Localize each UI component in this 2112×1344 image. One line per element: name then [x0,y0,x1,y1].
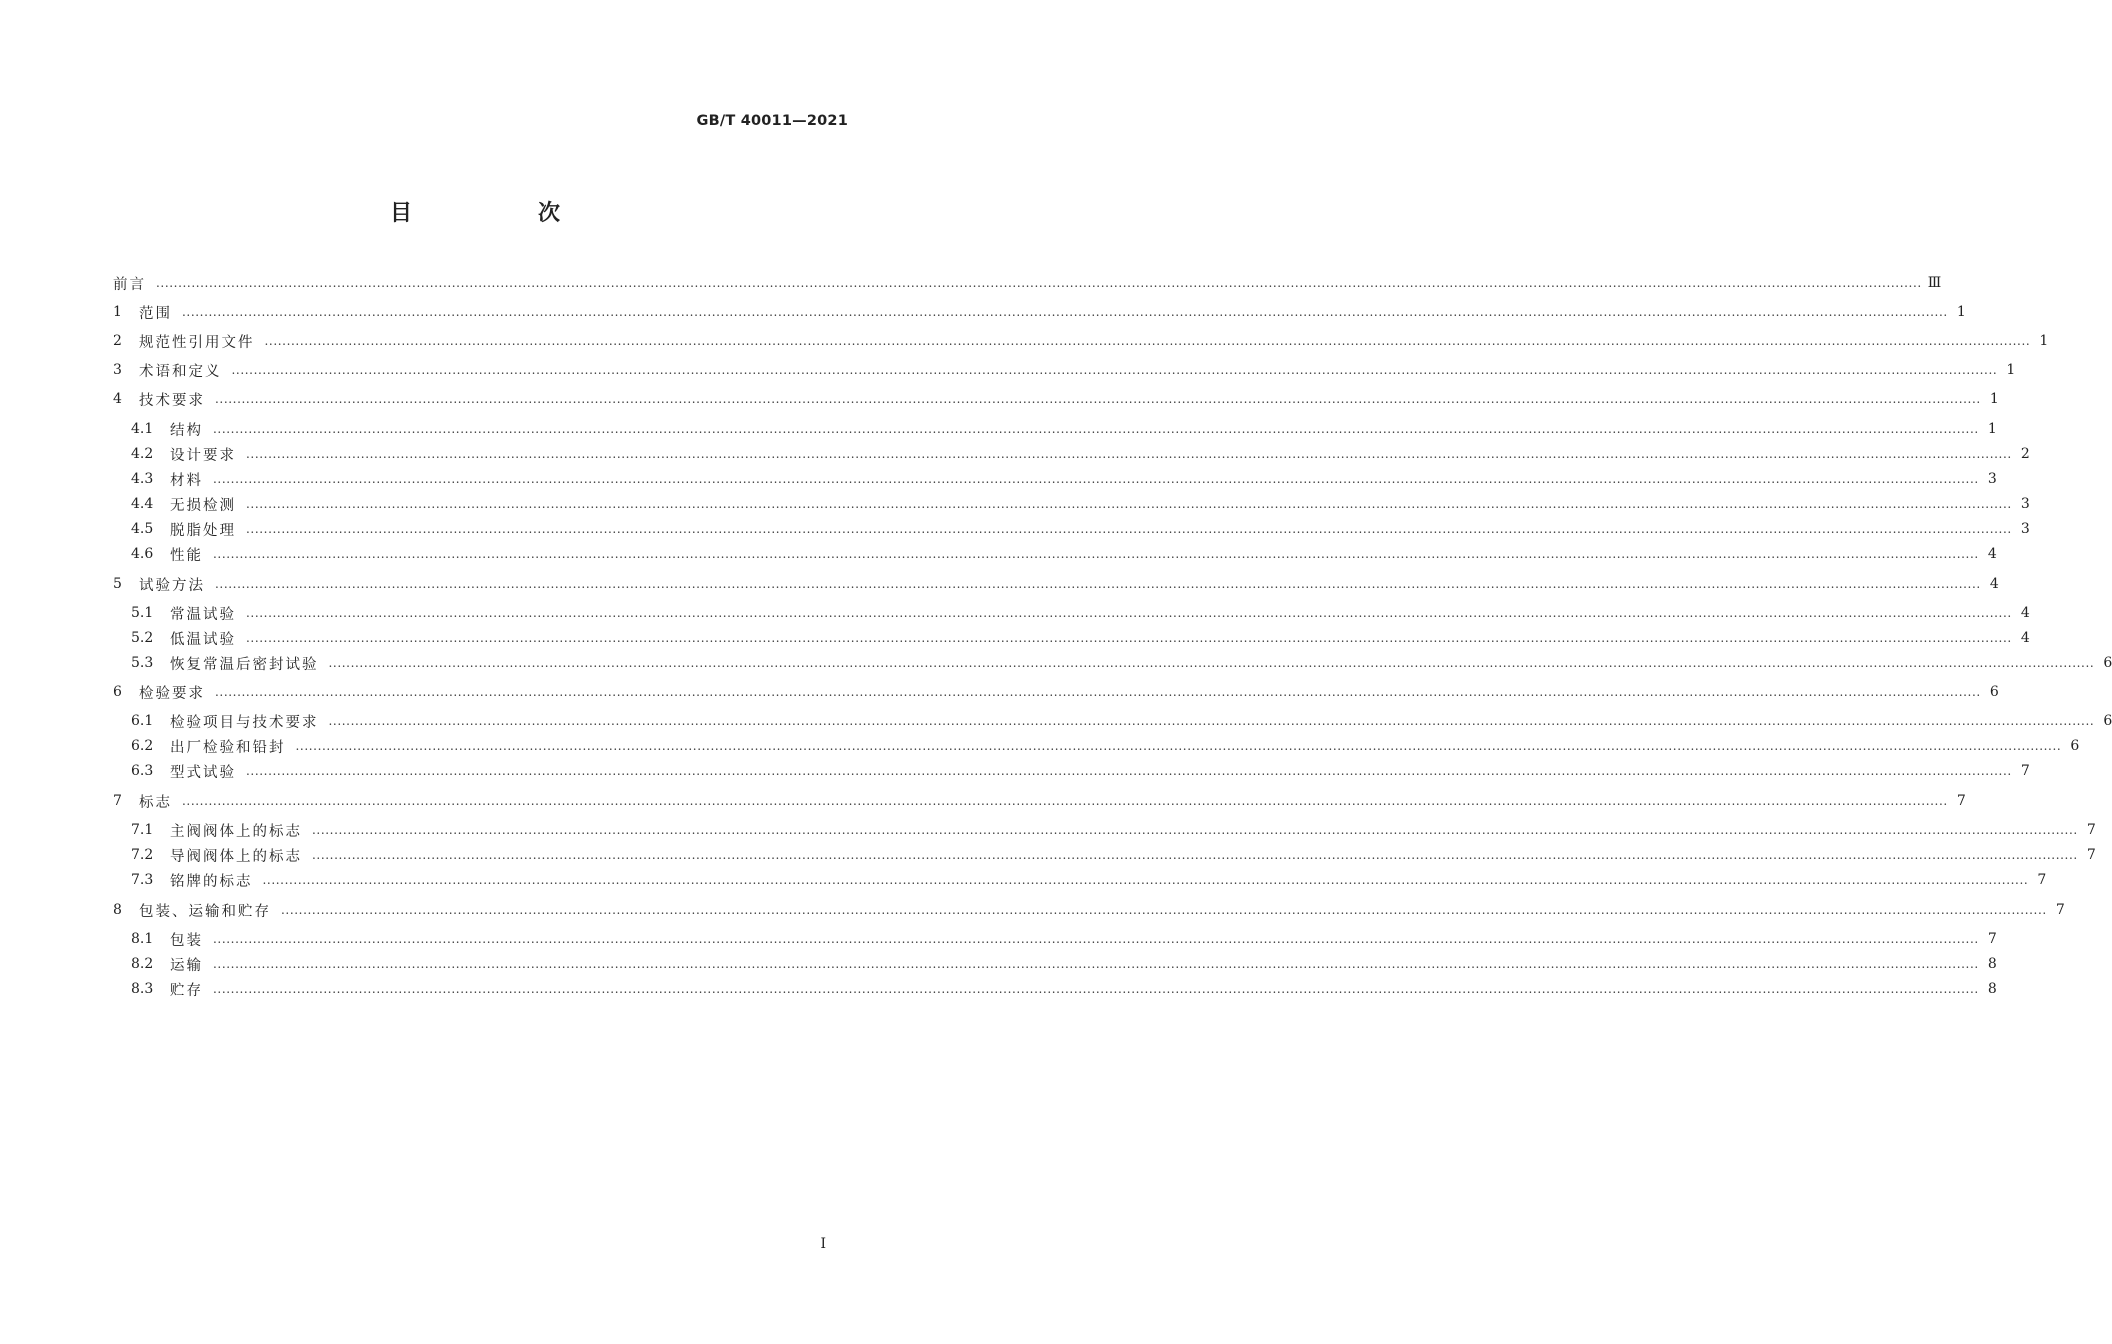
toc-entry-number: 5.2 [131,630,154,646]
toc-entry-number: 6.3 [131,763,154,779]
toc-entry-label: 铭牌的标志 [170,873,253,890]
toc-entry-number: 1 [113,304,122,320]
toc-leader-dots: ................................................................................................................................................................................................................................................................................................................................................................................................................ [213,547,1979,561]
toc-entry-number: 8 [113,902,122,918]
toc-leader-dots: ................................................................................................................................................................................................................................................................................................................................................................................................................ [213,932,1979,946]
toc-leader-dots: ................................................................................................................................................................................................................................................................................................................................................................................................................ [328,656,2095,670]
toc-entry-page: 6 [2103,713,2112,729]
toc-entry-page: 7 [1987,931,1997,947]
toc-leader-dots: ................................................................................................................................................................................................................................................................................................................................................................................................................ [231,363,1998,377]
toc-entry[interactable] [113,492,2030,516]
toc-entry-label: 性能 [170,547,203,564]
toc-entry[interactable] [113,572,1999,596]
toc-entry-page: 1 [2006,362,2016,378]
toc-entry[interactable] [113,467,1997,491]
toc-entry-number: 4.3 [131,471,154,487]
toc-entry-page: Ⅲ [1927,275,1942,291]
toc-entry-number: 7.2 [131,847,154,863]
toc-leader-dots: ................................................................................................................................................................................................................................................................................................................................................................................................................ [215,685,1981,699]
toc-entry-label: 主阀阀体上的标志 [170,823,302,840]
toc-entry-label: 型式试验 [170,764,236,781]
toc-entry-page: 1 [2039,333,2049,349]
toc-entry-page: 7 [2055,902,2065,918]
toc-entry-label: 结构 [170,422,203,439]
toc-leader-dots: ................................................................................................................................................................................................................................................................................................................................................................................................................ [213,422,1979,436]
toc-entry[interactable] [113,843,2096,867]
toc-entry[interactable] [113,387,1999,411]
toc-entry-page: 6 [2070,738,2080,754]
toc-entry-number: 2 [113,333,122,349]
toc-entry-label: 脱脂处理 [170,522,236,539]
toc-entry[interactable] [113,734,2080,758]
toc-entry[interactable] [113,818,2096,842]
toc-leader-dots: ................................................................................................................................................................................................................................................................................................................................................................................................................ [295,739,2062,753]
toc-entry-page: 4 [2020,630,2030,646]
page-title: 目 次 [389,201,612,226]
toc-entry-page: 8 [1987,956,1997,972]
toc-entry-number: 4.5 [131,521,154,537]
toc-entry-label: 常温试验 [170,606,236,623]
toc-entry-label: 检验要求 [139,685,205,702]
toc-leader-dots: ................................................................................................................................................................................................................................................................................................................................................................................................................ [246,497,2012,511]
toc-entry-number: 6 [113,684,122,700]
toc-entry-label: 导阀阀体上的标志 [170,848,302,865]
toc-entry[interactable] [113,358,2016,382]
toc-entry-label: 低温试验 [170,631,236,648]
toc-entry-number: 6.2 [131,738,154,754]
toc-entry-page: 7 [2086,822,2096,838]
toc-entry-page: 1 [1987,421,1997,437]
toc-leader-dots: ................................................................................................................................................................................................................................................................................................................................................................................................................ [215,392,1981,406]
toc-entry-label: 试验方法 [139,577,205,594]
toc-entry-number: 4.2 [131,446,154,462]
toc-leader-dots: ................................................................................................................................................................................................................................................................................................................................................................................................................ [213,472,1979,486]
toc-entry-page: 6 [2103,655,2112,671]
toc-entry-number: 7.1 [131,822,154,838]
toc-entry-number: 4 [113,391,122,407]
toc-entry-label: 检验项目与技术要求 [170,714,319,731]
toc-entry-page: 7 [2037,872,2047,888]
toc-leader-dots: ................................................................................................................................................................................................................................................................................................................................................................................................................ [328,714,2095,728]
toc-entry-number: 4.6 [131,546,154,562]
toc-entry-page: 1 [1989,391,1999,407]
toc-entry-page: 4 [1989,576,1999,592]
toc-entry[interactable] [113,680,1999,704]
toc-entry-label: 运输 [170,957,203,974]
toc-entry-label: 贮存 [170,982,203,999]
toc-entry-page: 7 [2020,763,2030,779]
toc-entry-number: 4.4 [131,496,154,512]
toc-entry-label: 恢复常温后密封试验 [170,656,319,673]
toc-leader-dots: ................................................................................................................................................................................................................................................................................................................................................................................................................ [213,982,1979,996]
toc-entry-page: 4 [2020,605,2030,621]
toc-entry-page: 3 [1987,471,1997,487]
toc-entry-page: 6 [1989,684,1999,700]
toc-entry[interactable] [113,709,2112,733]
toc-entry[interactable] [113,977,1997,1001]
toc-entry-page: 3 [2020,521,2030,537]
toc-leader-dots: ................................................................................................................................................................................................................................................................................................................................................................................................................ [215,577,1981,591]
toc-entry-page: 2 [2020,446,2030,462]
toc-entry-page: 3 [2020,496,2030,512]
toc-entry[interactable] [113,442,2030,466]
toc-entry-number: 7 [113,793,122,809]
toc-leader-dots: ................................................................................................................................................................................................................................................................................................................................................................................................................ [246,764,2012,778]
toc-entry[interactable] [113,898,2065,922]
toc-entry[interactable] [113,651,2112,675]
toc-entry-label: 术语和定义 [139,363,222,380]
toc-leader-dots: ................................................................................................................................................................................................................................................................................................................................................................................................................ [246,522,2012,536]
toc-entry-number: 8.3 [131,981,154,997]
toc-entry[interactable] [113,300,1966,324]
toc-leader-dots: ................................................................................................................................................................................................................................................................................................................................................................................................................ [156,276,1922,290]
toc-entry[interactable] [113,329,2049,353]
toc-entry-number: 6.1 [131,713,154,729]
toc-entry-label: 材料 [170,472,203,489]
toc-entry-label: 设计要求 [170,447,236,464]
toc-entry[interactable] [113,927,1997,951]
toc-entry-page: 7 [2086,847,2096,863]
standard-code: GB/T 40011—2021 [696,113,848,129]
toc-entry[interactable] [113,601,2030,625]
toc-entry[interactable] [113,868,2047,892]
toc-entry-number: 7.3 [131,872,154,888]
toc-entry-number: 3 [113,362,122,378]
toc-leader-dots: ................................................................................................................................................................................................................................................................................................................................................................................................................ [312,848,2078,862]
toc-entry[interactable] [113,542,1997,566]
toc-leader-dots: ................................................................................................................................................................................................................................................................................................................................................................................................................ [182,305,1948,319]
toc-leader-dots: ................................................................................................................................................................................................................................................................................................................................................................................................................ [281,903,2047,917]
toc-entry-number: 5 [113,576,122,592]
toc-entry[interactable] [113,271,1942,295]
toc-entry-label: 无损检测 [170,497,236,514]
toc-entry-label: 标志 [139,794,172,811]
toc-leader-dots: ................................................................................................................................................................................................................................................................................................................................................................................................................ [264,334,2031,348]
toc-entry[interactable] [113,759,2030,783]
toc-leader-dots: ................................................................................................................................................................................................................................................................................................................................................................................................................ [312,823,2078,837]
toc-leader-dots: ................................................................................................................................................................................................................................................................................................................................................................................................................ [246,447,2012,461]
toc-entry-page: 4 [1987,546,1997,562]
toc-entry-number: 8.1 [131,931,154,947]
toc-entry-number: 8.2 [131,956,154,972]
toc-entry-label: 范围 [139,305,172,322]
toc-entry-number: 5.3 [131,655,154,671]
toc-entry-label: 前言 [113,276,146,293]
toc-entry-label: 包装、运输和贮存 [139,903,271,920]
toc-entry[interactable] [113,626,2030,650]
toc-leader-dots: ................................................................................................................................................................................................................................................................................................................................................................................................................ [262,873,2029,887]
toc-entry-page: 7 [1956,793,1966,809]
toc-leader-dots: ................................................................................................................................................................................................................................................................................................................................................................................................................ [182,794,1948,808]
toc-leader-dots: ................................................................................................................................................................................................................................................................................................................................................................................................................ [246,606,2012,620]
toc-entry-page: 8 [1987,981,1997,997]
toc-leader-dots: ................................................................................................................................................................................................................................................................................................................................................................................................................ [213,957,1979,971]
toc-entry-label: 包装 [170,932,203,949]
toc-entry-page: 1 [1956,304,1966,320]
footer-page-number: I [820,1236,826,1252]
toc-entry-label: 出厂检验和铅封 [170,739,286,756]
toc-entry[interactable] [113,417,1997,441]
toc-entry[interactable] [113,789,1966,813]
toc-entry[interactable] [113,952,1997,976]
toc-entry[interactable] [113,517,2030,541]
toc-entry-label: 技术要求 [139,392,205,409]
toc-entry-label: 规范性引用文件 [139,334,255,351]
toc-entry-number: 4.1 [131,421,154,437]
toc-entry-number: 5.1 [131,605,154,621]
toc-leader-dots: ................................................................................................................................................................................................................................................................................................................................................................................................................ [246,631,2012,645]
